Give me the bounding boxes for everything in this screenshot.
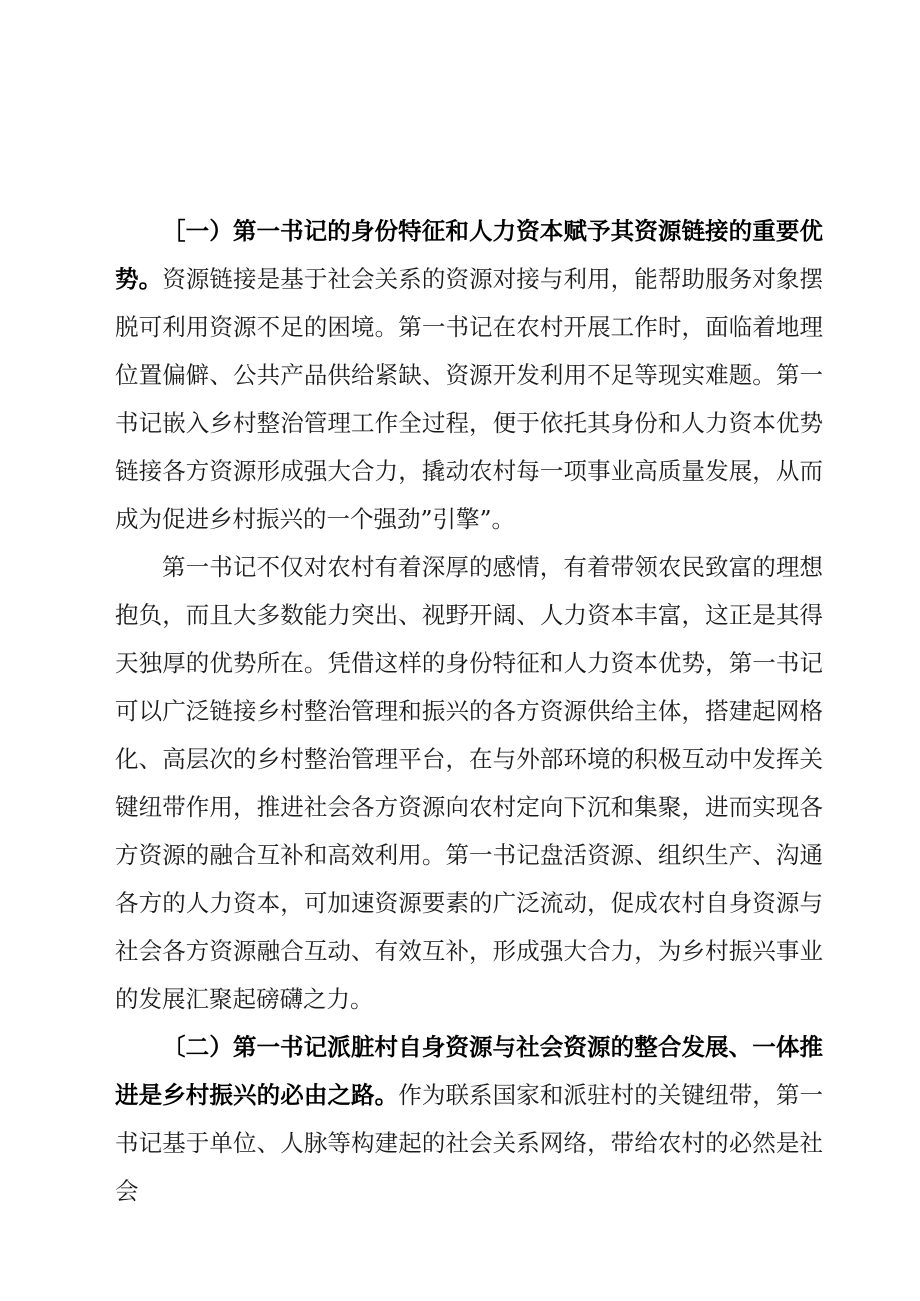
- paragraph-2-text: 第一书记不仅对农村有着深厚的感情，有着带领农民致富的理想抱负，而且大多数能力突出、视野开阔、人力资本丰富，这正是其得天独厚的优势所在。凭借这样的身份特征和人力资本优势，第一书记可以广泛链接乡村整治管理和振兴的各方资源供给主体，搭建起网格化、高层次的乡村整治管理平台，在与外部环境的积极互动中发挥关键纽带作用，推进社会各方资源向农村定向下沉和集聚，进而实现各方资源的融合互补和高效利用。第一书记盘活资源、组织生产、沟通各方的人力资本，可加速资源要素的广泛流动，促成农村自身资源与社会各方资源融合互动、有效互补，形成强大合力，为乡村振兴事业的发展汇聚起磅礴之力。: [115, 553, 823, 1013]
- paragraph-2: [115, 543, 823, 1023]
- paragraph-1-text: 资源链接是基于社会关系的资源对接与利用，能帮助服务对象摆脱可利用资源不足的困境。第一书记在农村开展工作时，面临着地理位置偏僻、公共产品供给紧缺、资源开发利用不足等现实难题。第一书记嵌入乡村整治管理工作全过程，便于依托其身份和人力资本优势链接各方资源形成强大合力，撬动农村每一项事业高质量发展，从而成为促进乡村振兴的一个强劲”引擎”。: [115, 265, 824, 533]
- paragraph-1: [115, 207, 823, 543]
- section-heading-2: 〔二）第一书记派脏村自身资源与社会资源的整合发展、一体推进是乡村振兴的必由之路。: [115, 1033, 823, 1109]
- section-heading-1: ［一）第一书记的身份特征和人力资本赋予其资源链接的重要优势。: [115, 217, 823, 293]
- document-body: [115, 207, 823, 1215]
- paragraph-3-text: 作为联系国家和派驻村的关键纽带，第一书记基于单位、人脉等构建起的社会关系网络，带给农村的必然是社会: [115, 1081, 824, 1205]
- paragraph-3: [115, 1023, 823, 1215]
